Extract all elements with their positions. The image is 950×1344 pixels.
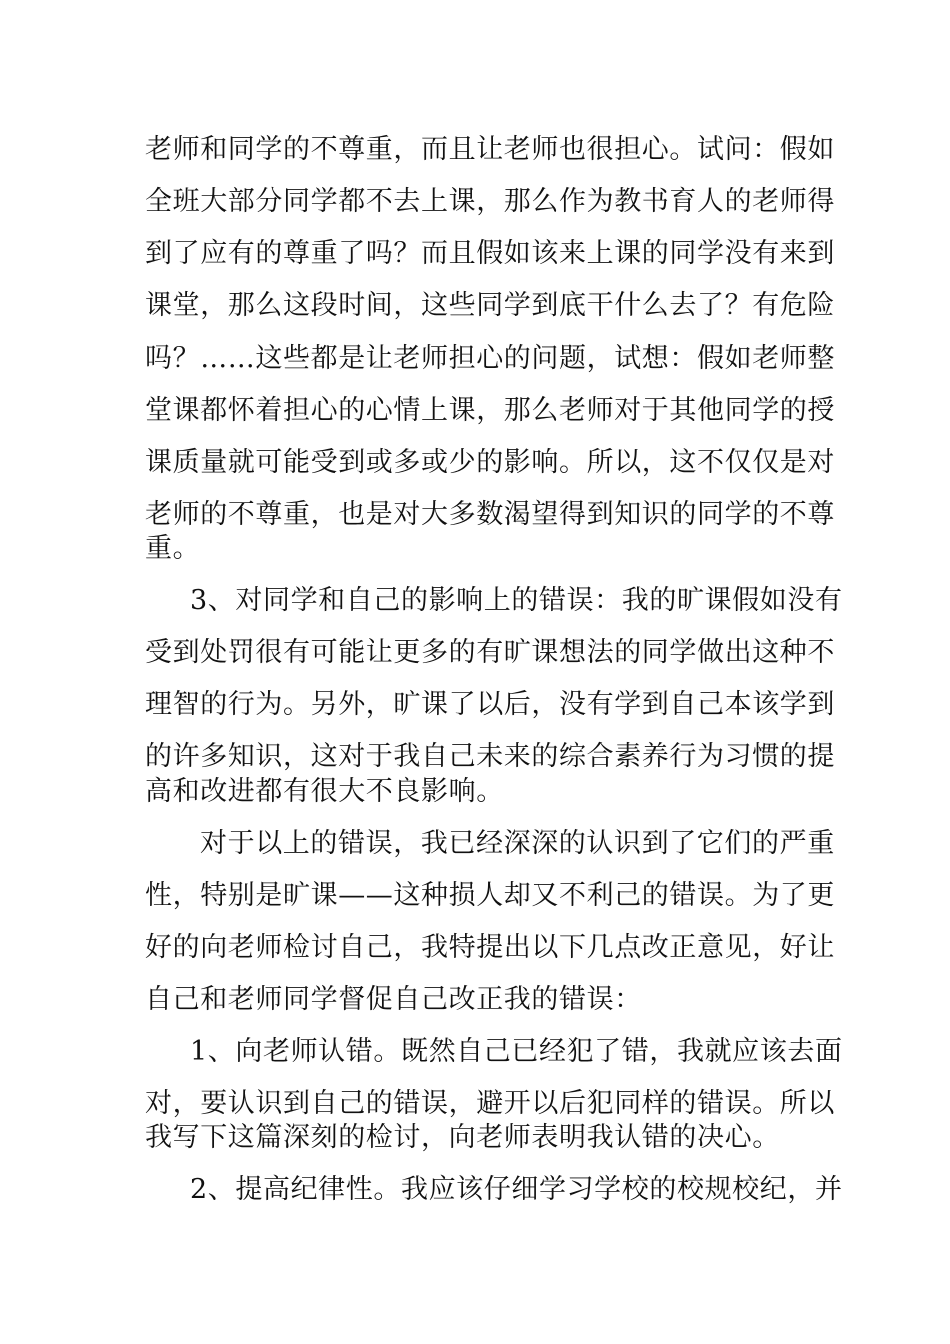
text-line: 的许多知识，这对于我自己未来的综合素养行为习惯的提 [145, 741, 835, 772]
text-line: 性，特别是旷课——这种损人却又不利己的错误。为了更 [145, 880, 835, 911]
text-line: 好的向老师检讨自己，我特提出以下几点改正意见，好让 [145, 932, 835, 963]
text-line: 全班大部分同学都不去上课，那么作为教书育人的老师得 [145, 186, 835, 217]
text-line: 吗？……这些都是让老师担心的问题，试想：假如老师整 [145, 343, 835, 374]
text-line: 课堂，那么这段时间，这些同学到底干什么去了？有危险 [145, 290, 835, 321]
text-line: 我写下这篇深刻的检讨，向老师表明我认错的决心。 [145, 1122, 780, 1153]
text-line: 对于以上的错误，我已经深深的认识到了它们的严重 [200, 828, 835, 859]
text-line: 到了应有的尊重了吗？而且假如该来上课的同学没有来到 [145, 238, 835, 269]
text-line: 课质量就可能受到或多或少的影响。所以，这不仅仅是对 [145, 447, 835, 478]
text-line: 1、向老师认错。既然自己已经犯了错，我就应该去面 [190, 1036, 843, 1067]
text-line: 2、提高纪律性。我应该仔细学习学校的校规校纪，并 [190, 1174, 843, 1205]
text-line: 老师的不尊重，也是对大多数渴望得到知识的同学的不尊 [145, 499, 835, 530]
text-line: 3、对同学和自己的影响上的错误：我的旷课假如没有 [190, 585, 843, 616]
text-line: 受到处罚很有可能让更多的有旷课想法的同学做出这种不 [145, 637, 835, 668]
text-line: 自己和老师同学督促自己改正我的错误： [145, 984, 642, 1015]
text-line: 重。 [145, 533, 201, 564]
text-line: 堂课都怀着担心的心情上课，那么老师对于其他同学的授 [145, 395, 835, 426]
text-line: 老师和同学的不尊重，而且让老师也很担心。试问：假如 [145, 134, 835, 165]
text-line: 对，要认识到自己的错误，避开以后犯同样的错误。所以 [145, 1088, 835, 1119]
text-line: 理智的行为。另外，旷课了以后，没有学到自己本该学到 [145, 689, 835, 720]
text-line: 高和改进都有很大不良影响。 [145, 776, 504, 807]
